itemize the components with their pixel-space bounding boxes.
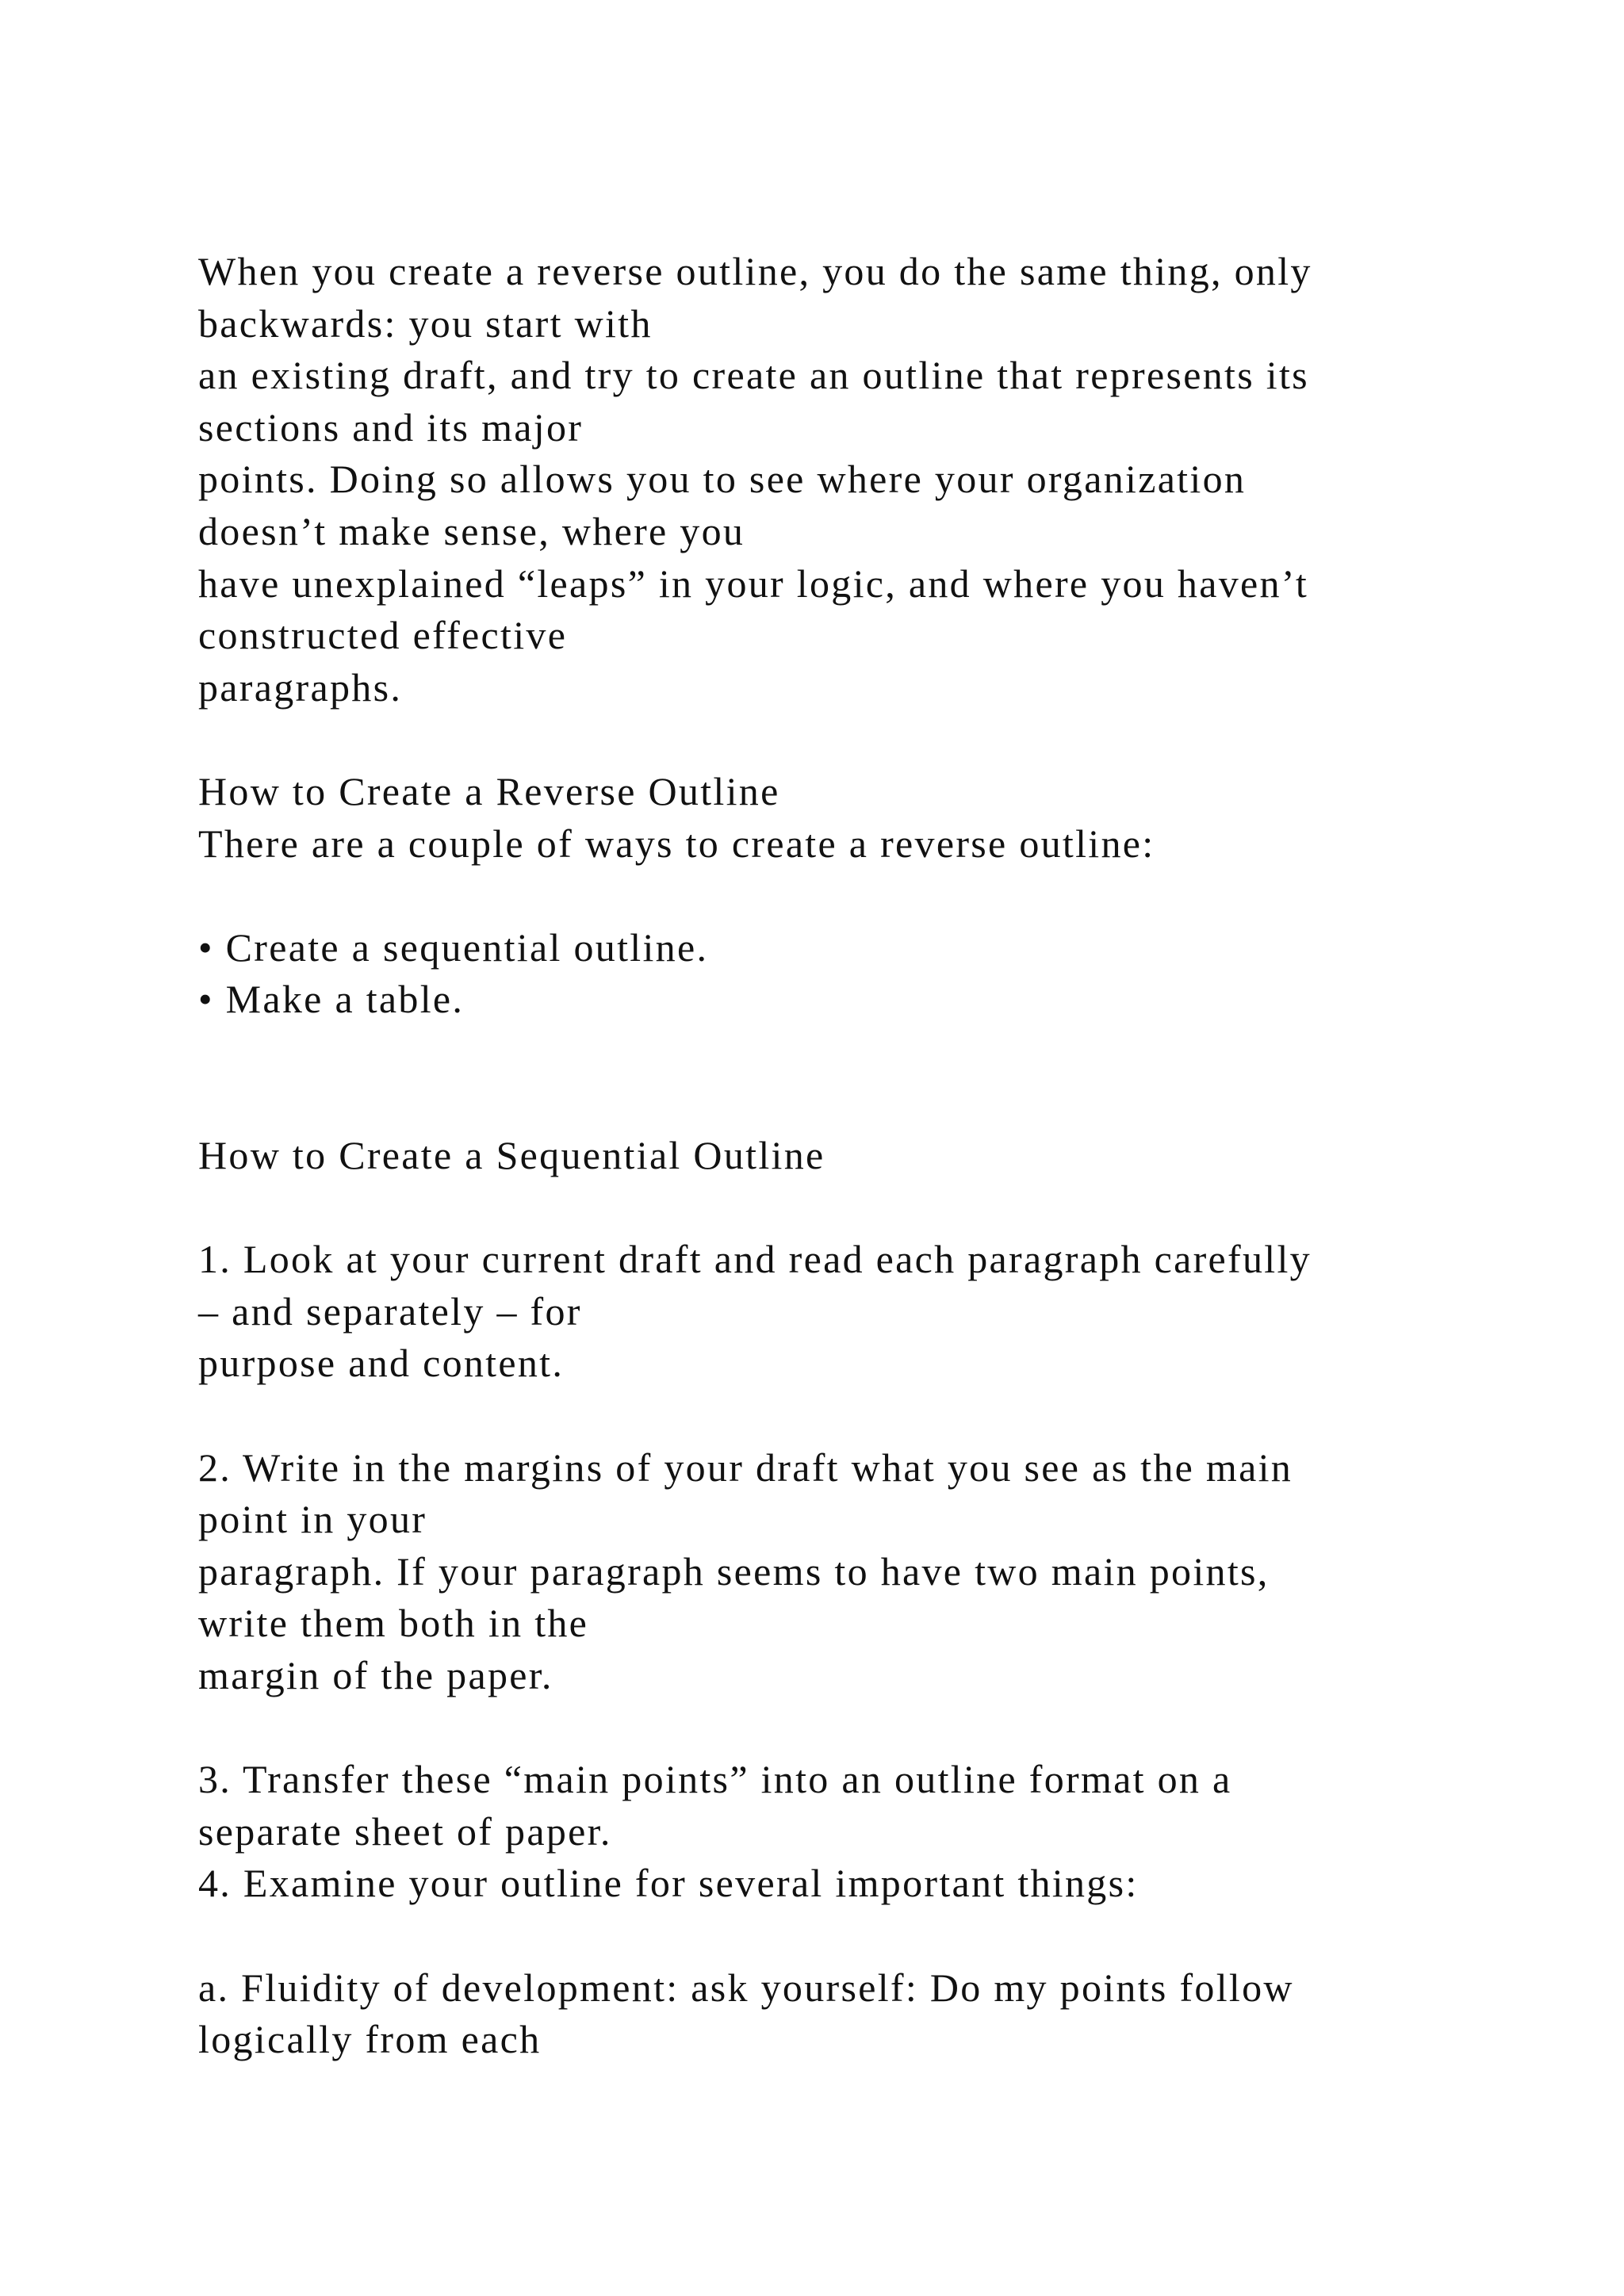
text-line: sections and its major: [198, 404, 584, 450]
blank-line: [198, 1702, 1546, 1755]
text-line: paragraphs.: [198, 664, 403, 710]
text-line: logically from each: [198, 2017, 542, 2062]
text-line: separate sheet of paper.: [198, 1808, 612, 1854]
blank-line: [198, 1910, 1546, 1962]
numbered-item: 1. Look at your current draft and read each paragraph carefully: [198, 1237, 1312, 1282]
numbered-item: 4. Examine your outline for several important things:: [198, 1861, 1139, 1906]
section-heading-sequential-outline: How to Create a Sequential Outline: [198, 1133, 825, 1178]
blank-line: [198, 1078, 1546, 1131]
text-line: purpose and content.: [198, 1341, 565, 1386]
bullet-item: • Create a sequential outline.: [198, 924, 709, 970]
text-line: constructed effective: [198, 613, 568, 658]
blank-line: [198, 870, 1546, 922]
bullet-item: • Make a table.: [198, 977, 465, 1022]
text-line: backwards: you start with: [198, 300, 653, 346]
lettered-item: a. Fluidity of development: ask yourself: Do my points follow: [198, 1965, 1294, 2010]
text-line: margin of the paper.: [198, 1653, 553, 1698]
text-line: an existing draft, and try to create an outline that represents its: [198, 353, 1309, 398]
blank-line: [198, 1182, 1546, 1234]
numbered-item: 3. Transfer these “main points” into an outline format on a: [198, 1757, 1232, 1802]
document-body: [198, 246, 1546, 2066]
blank-line: [198, 714, 1546, 766]
blank-line: [198, 1026, 1546, 1078]
text-line: points. Doing so allows you to see where your organization: [198, 457, 1247, 502]
blank-line: [198, 1390, 1546, 1442]
text-line: point in your: [198, 1497, 427, 1542]
text-line: When you create a reverse outline, you do the same thing, only: [198, 249, 1312, 293]
text-line: paragraph. If your paragraph seems to have two main points,: [198, 1548, 1270, 1594]
text-line: write them both in the: [198, 1601, 589, 1646]
numbered-item: 2. Write in the margins of your draft what you see as the main: [198, 1445, 1293, 1490]
section-heading-reverse-outline: How to Create a Reverse Outline: [198, 768, 780, 813]
text-line: doesn’t make sense, where you: [198, 508, 745, 553]
text-line: – and separately – for: [198, 1288, 582, 1334]
text-line: There are a couple of ways to create a reverse outline:: [198, 821, 1155, 866]
text-line: have unexplained “leaps” in your logic, and where you haven’t: [198, 561, 1309, 606]
